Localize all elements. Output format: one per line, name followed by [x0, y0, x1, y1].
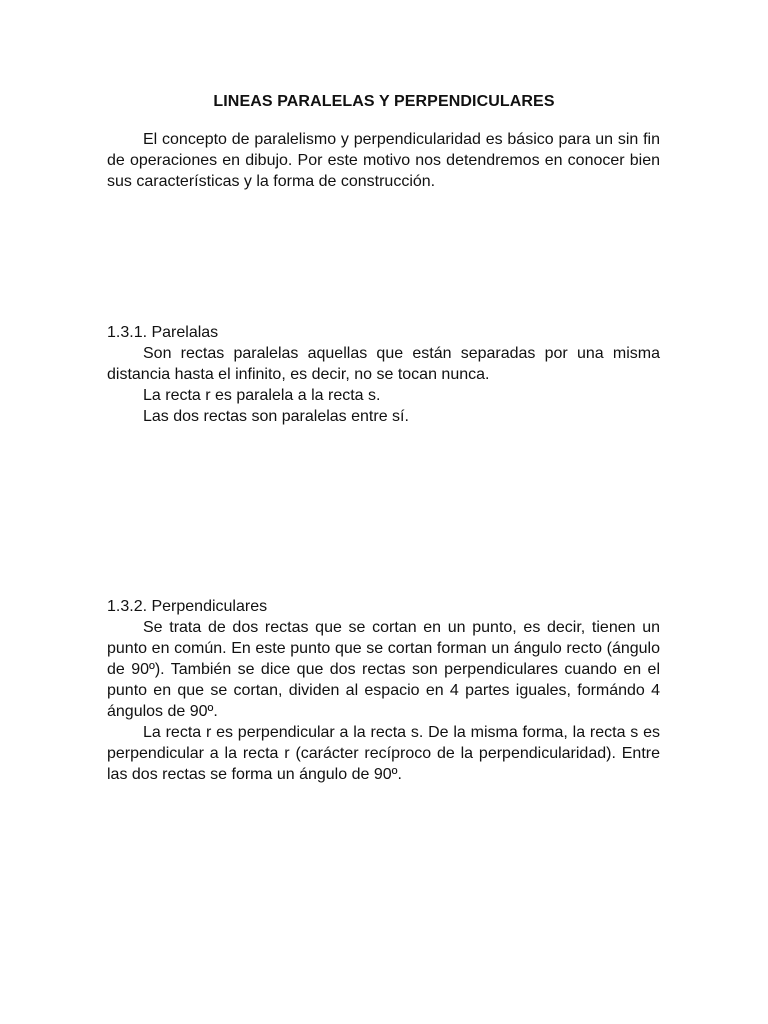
perpendiculares-paragraph-1: Se trata de dos rectas que se cortan en un punto, es decir, tienen un punto en común. En este punto que se cortan forman un ángulo recto (ángulo de 90º). También se dice que dos rectas son perpendiculares cuando en el punto en que se cortan, dividen al espacio en 4 partes iguales, formándo 4 ángulos de 90º.	[107, 619, 660, 720]
paralelas-line-1: La recta r es paralela a la recta s.	[143, 387, 381, 404]
section-heading-paralelas: 1.3.1. Parelalas	[107, 324, 219, 341]
section-heading-perpendiculares: 1.3.2. Perpendiculares	[107, 598, 268, 615]
document-title: LINEAS PARALELAS Y PERPENDICULARES	[213, 93, 555, 110]
perpendiculares-paragraph-2: La recta r es perpendicular a la recta s. De la misma forma, la recta s es perpendicular a la recta r (carácter recíproco de la perpendicularidad). Entre las dos rectas se forma un ángulo de 90º.	[107, 724, 660, 783]
paralelas-line-2: Las dos rectas son paralelas entre sí.	[143, 408, 409, 425]
paralelas-paragraph: Son rectas paralelas aquellas que están separadas por una misma distancia hasta el infinito, es decir, no se tocan nunca.	[107, 345, 660, 383]
intro-paragraph: El concepto de paralelismo y perpendicularidad es básico para un sin fin de operaciones en dibujo. Por este motivo nos detendremos en conocer bien sus características y la forma de construcción.	[107, 131, 660, 190]
